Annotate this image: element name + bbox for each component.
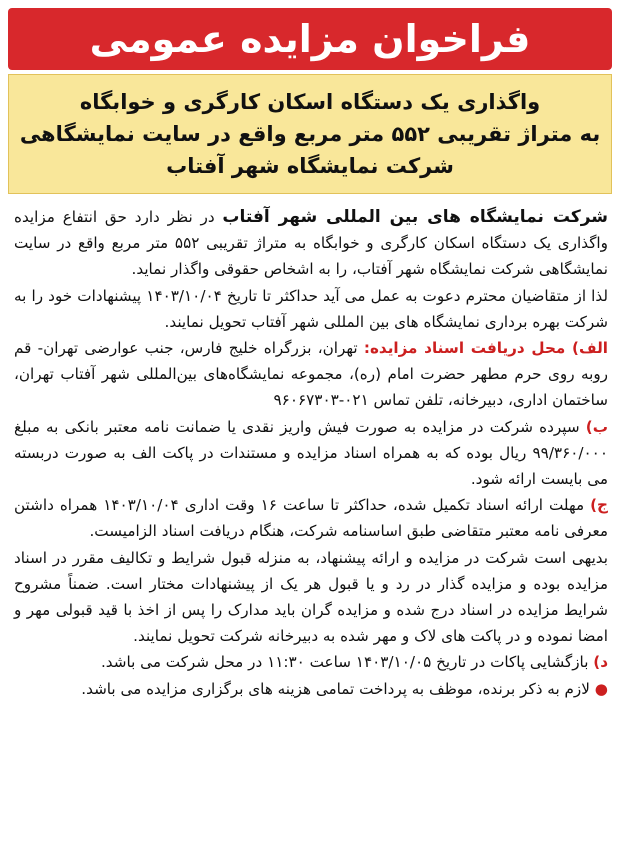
- company-name: شرکت نمایشگاه های بین المللی شهر آفتاب: [222, 207, 608, 227]
- terms-paragraph: بدیهی است شرکت در مزایده و ارائه پیشنهاد، به منزله قبول شرایط و تکالیف مقرر در اسناد مزایده بوده و مزایده گذار در رد و یا قبول هر یک از پیشنهادات مختار است. ضمناً مشروح شرایط مزایده در اسناد درج شده و مزایده گران باید مدارک را پس از اخذ با قید قبولی مهر و امضا نموده و در پاکت های لاک و مهر شده به دبیرخانه شرکت تحویل نمایند.: [14, 548, 608, 646]
- section-d: [14, 649, 608, 675]
- bullet-icon: ●: [594, 679, 608, 698]
- section-a-label: الف) محل دریافت اسناد مزایده:: [363, 339, 608, 358]
- final-note-text: لازم به ذکر برنده، موظف به پرداخت تمامی هزینه های برگزاری مزایده می باشد.: [81, 679, 595, 698]
- intro-text: در نظر دارد حق انتفاع مزایده واگذاری یک دستگاه اسکان کارگری و خوابگاه به متراژ تقریبی ۵۵۲ متر مربع واقع در سایت نمایشگاهی شرکت نمایشگاه شهر آفتاب، را به اشخاص حقوقی واگذار نماید.: [14, 208, 608, 279]
- section-c-text: مهلت ارائه اسناد تکمیل شده، حداکثر تا ساعت ۱۶ وقت اداری ۱۴۰۳/۱۰/۰۴ همراه داشتن معرفی نامه معتبر متقاضی طبق اساسنامه شرکت، هنگام دریافت اسناد الزامیست.: [14, 496, 608, 541]
- subtitle-line-2: به متراژ تقریبی ۵۵۲ متر مربع واقع در سایت نمایشگاهی: [19, 122, 601, 146]
- section-b: [14, 414, 608, 493]
- section-b-label: ب): [585, 417, 608, 436]
- title-banner: [8, 8, 612, 70]
- section-c-label: ج): [590, 496, 608, 515]
- intro-paragraph: [14, 204, 608, 283]
- section-c: [14, 492, 608, 544]
- section-d-label: د): [593, 653, 608, 672]
- section-b-text: سپرده شرکت در مزایده به صورت فیش واریز نقدی یا ضمانت نامه معتبر بانکی به مبلغ ۹۹/۳۶۰/۰۰۰ ریال بوده که به همراه اسناد مزایده و مستندات در پاکت الف به صورت دربسته می بایست ارائه شود.: [14, 417, 608, 489]
- notice-title: فراخوان مزایده عمومی: [89, 17, 531, 61]
- notice-body: [14, 204, 608, 702]
- subtitle-box: [8, 74, 612, 194]
- section-d-text: بازگشایی پاکات در تاریخ ۱۴۰۳/۱۰/۰۵ ساعت ۱۱:۳۰ در محل شرکت می باشد.: [100, 653, 594, 672]
- final-note: [14, 676, 608, 702]
- invite-paragraph: لذا از متقاضیان محترم دعوت به عمل می آید حداکثر تا تاریخ ۱۴۰۳/۱۰/۰۴ پیشنهادات خود را به شرکت بهره برداری نمایشگاه های بین المللی شهر آفتاب تحویل نمایند.: [14, 286, 608, 331]
- subtitle-line-3: شرکت نمایشگاه شهر آفتاب: [166, 154, 454, 178]
- subtitle-line-1: واگذاری یک دستگاه اسکان کارگری و خوابگاه: [79, 90, 541, 114]
- section-a: [14, 335, 608, 414]
- section-a-text: تهران، بزرگراه خلیج فارس، جنب عوارضی تهران- قم روبه روی حرم مطهر حضرت امام (ره)، مجموعه نمایشگاه‌های بین‌المللی شهر آفتاب تهران، ساختمان اداری، دبیرخانه، تلفن تماس ۰۲۱-۹۶۰۶۷۳۰۳: [14, 339, 608, 410]
